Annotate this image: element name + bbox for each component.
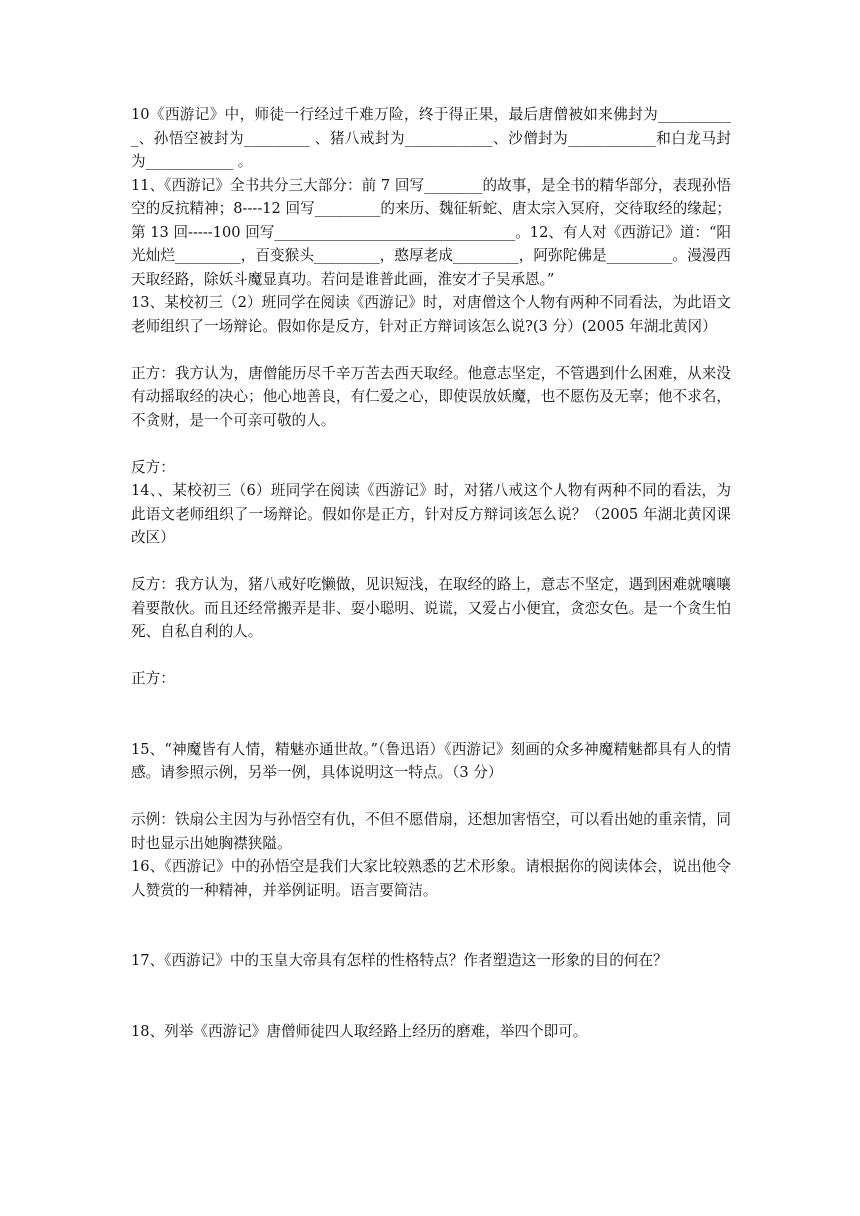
blank-line (131, 432, 731, 456)
question-13: 13、某校初三（2）班同学在阅读《西游记》时，对唐僧这个人物有两种不同看法，为此语文老师组织了一场辩论。假如你是反方，针对正方辩词该怎么说?(3 分）(2005 年湖北黄冈） (131, 294, 731, 335)
blank-line (131, 550, 731, 574)
question-11-12: 11、《西游记》全书共分三大部分：前 7 回写________的故事，是全书的精华部分，表现孙悟空的反抗精神；8----12 回写_________的来历、魏征斩蛇、唐太宗入冥府，交待取经的缘起；第 13 回-----100 回写_________________________________。12、有人对《西游记》道：“阳光灿烂_________，百变猴头_________，憨厚老成_________，阿弥陀佛是_________。漫漫西天取经路，除妖斗魔显真功。若问是谁普此画，淮安才子吴承恩。” (131, 176, 731, 288)
question-14: 14、、某校初三（6）班同学在阅读《西游记》时，对猪八戒这个人物有两种不同的看法，为此语文老师组织了一场辩论。假如你是正方，针对反方辩词该怎么说？（2005 年湖北黄冈课改区） (131, 482, 731, 546)
question-18: 18、列举《西游记》唐僧师徒四人取经路上经历的磨难，举四个即可。 (131, 1022, 588, 1040)
affirmative-answer-label: 正方： (131, 670, 175, 687)
answer-space (131, 902, 731, 949)
negative-argument: 反方：我方认为，猪八戒好吃懒做，见识短浅，在取经的路上，意志不坚定，遇到困难就嚷嚷着要散伙。而且还经常搬弄是非、耍小聪明、说谎，又爱占小便宜，贪恋女色。是一个贪生怕死、自私自利的人。 (131, 576, 731, 640)
blank-line (131, 338, 731, 362)
answer-space (131, 973, 731, 1020)
question-16: 16、《西游记》中的孙悟空是我们大家比较熟悉的艺术形象。请根据你的阅读体会，说出他令人赞赏的一种精神，并举例证明。语言要简洁。 (131, 858, 731, 899)
question-10: 10《西游记》中，师徒一行经过千难万险，终于得正果，最后唐僧被如来佛封为___________、孙悟空被封为_________ 、猪八戒封为____________、沙僧封为____________和白龙马封为____________ 。 (131, 106, 731, 170)
blank-line (131, 785, 731, 809)
blank-line (131, 644, 731, 668)
document-body (131, 103, 731, 1043)
question-15: 15、“神魔皆有人情，精魅亦通世故。”（鲁迅语）《西游记》刻画的众多神魔精魅都具有人的情感。请参照示例，另举一例，具体说明这一特点。（3 分） (131, 740, 731, 781)
affirmative-argument: 正方：我方认为，唐僧能历尽千辛万苦去西天取经。他意志坚定，不管遇到什么困难，从来没有动摇取经的决心；他心地善良，有仁爱之心，即使误放妖魔，也不愿伤及无辜；他不求名，不贪财，是一个可亲可敬的人。 (131, 364, 731, 429)
example-answer: 示例：铁扇公主因为与孙悟空有仇，不但不愿借扇，还想加害悟空，可以看出她的重亲情，同时也显示出她胸襟狭隘。 (131, 811, 731, 852)
negative-answer-label: 反方： (131, 458, 175, 476)
answer-space (131, 691, 731, 738)
question-17: 17、《西游记》中的玉皇大帝具有怎样的性格特点？作者塑造这一形象的目的何在？ (131, 952, 668, 969)
